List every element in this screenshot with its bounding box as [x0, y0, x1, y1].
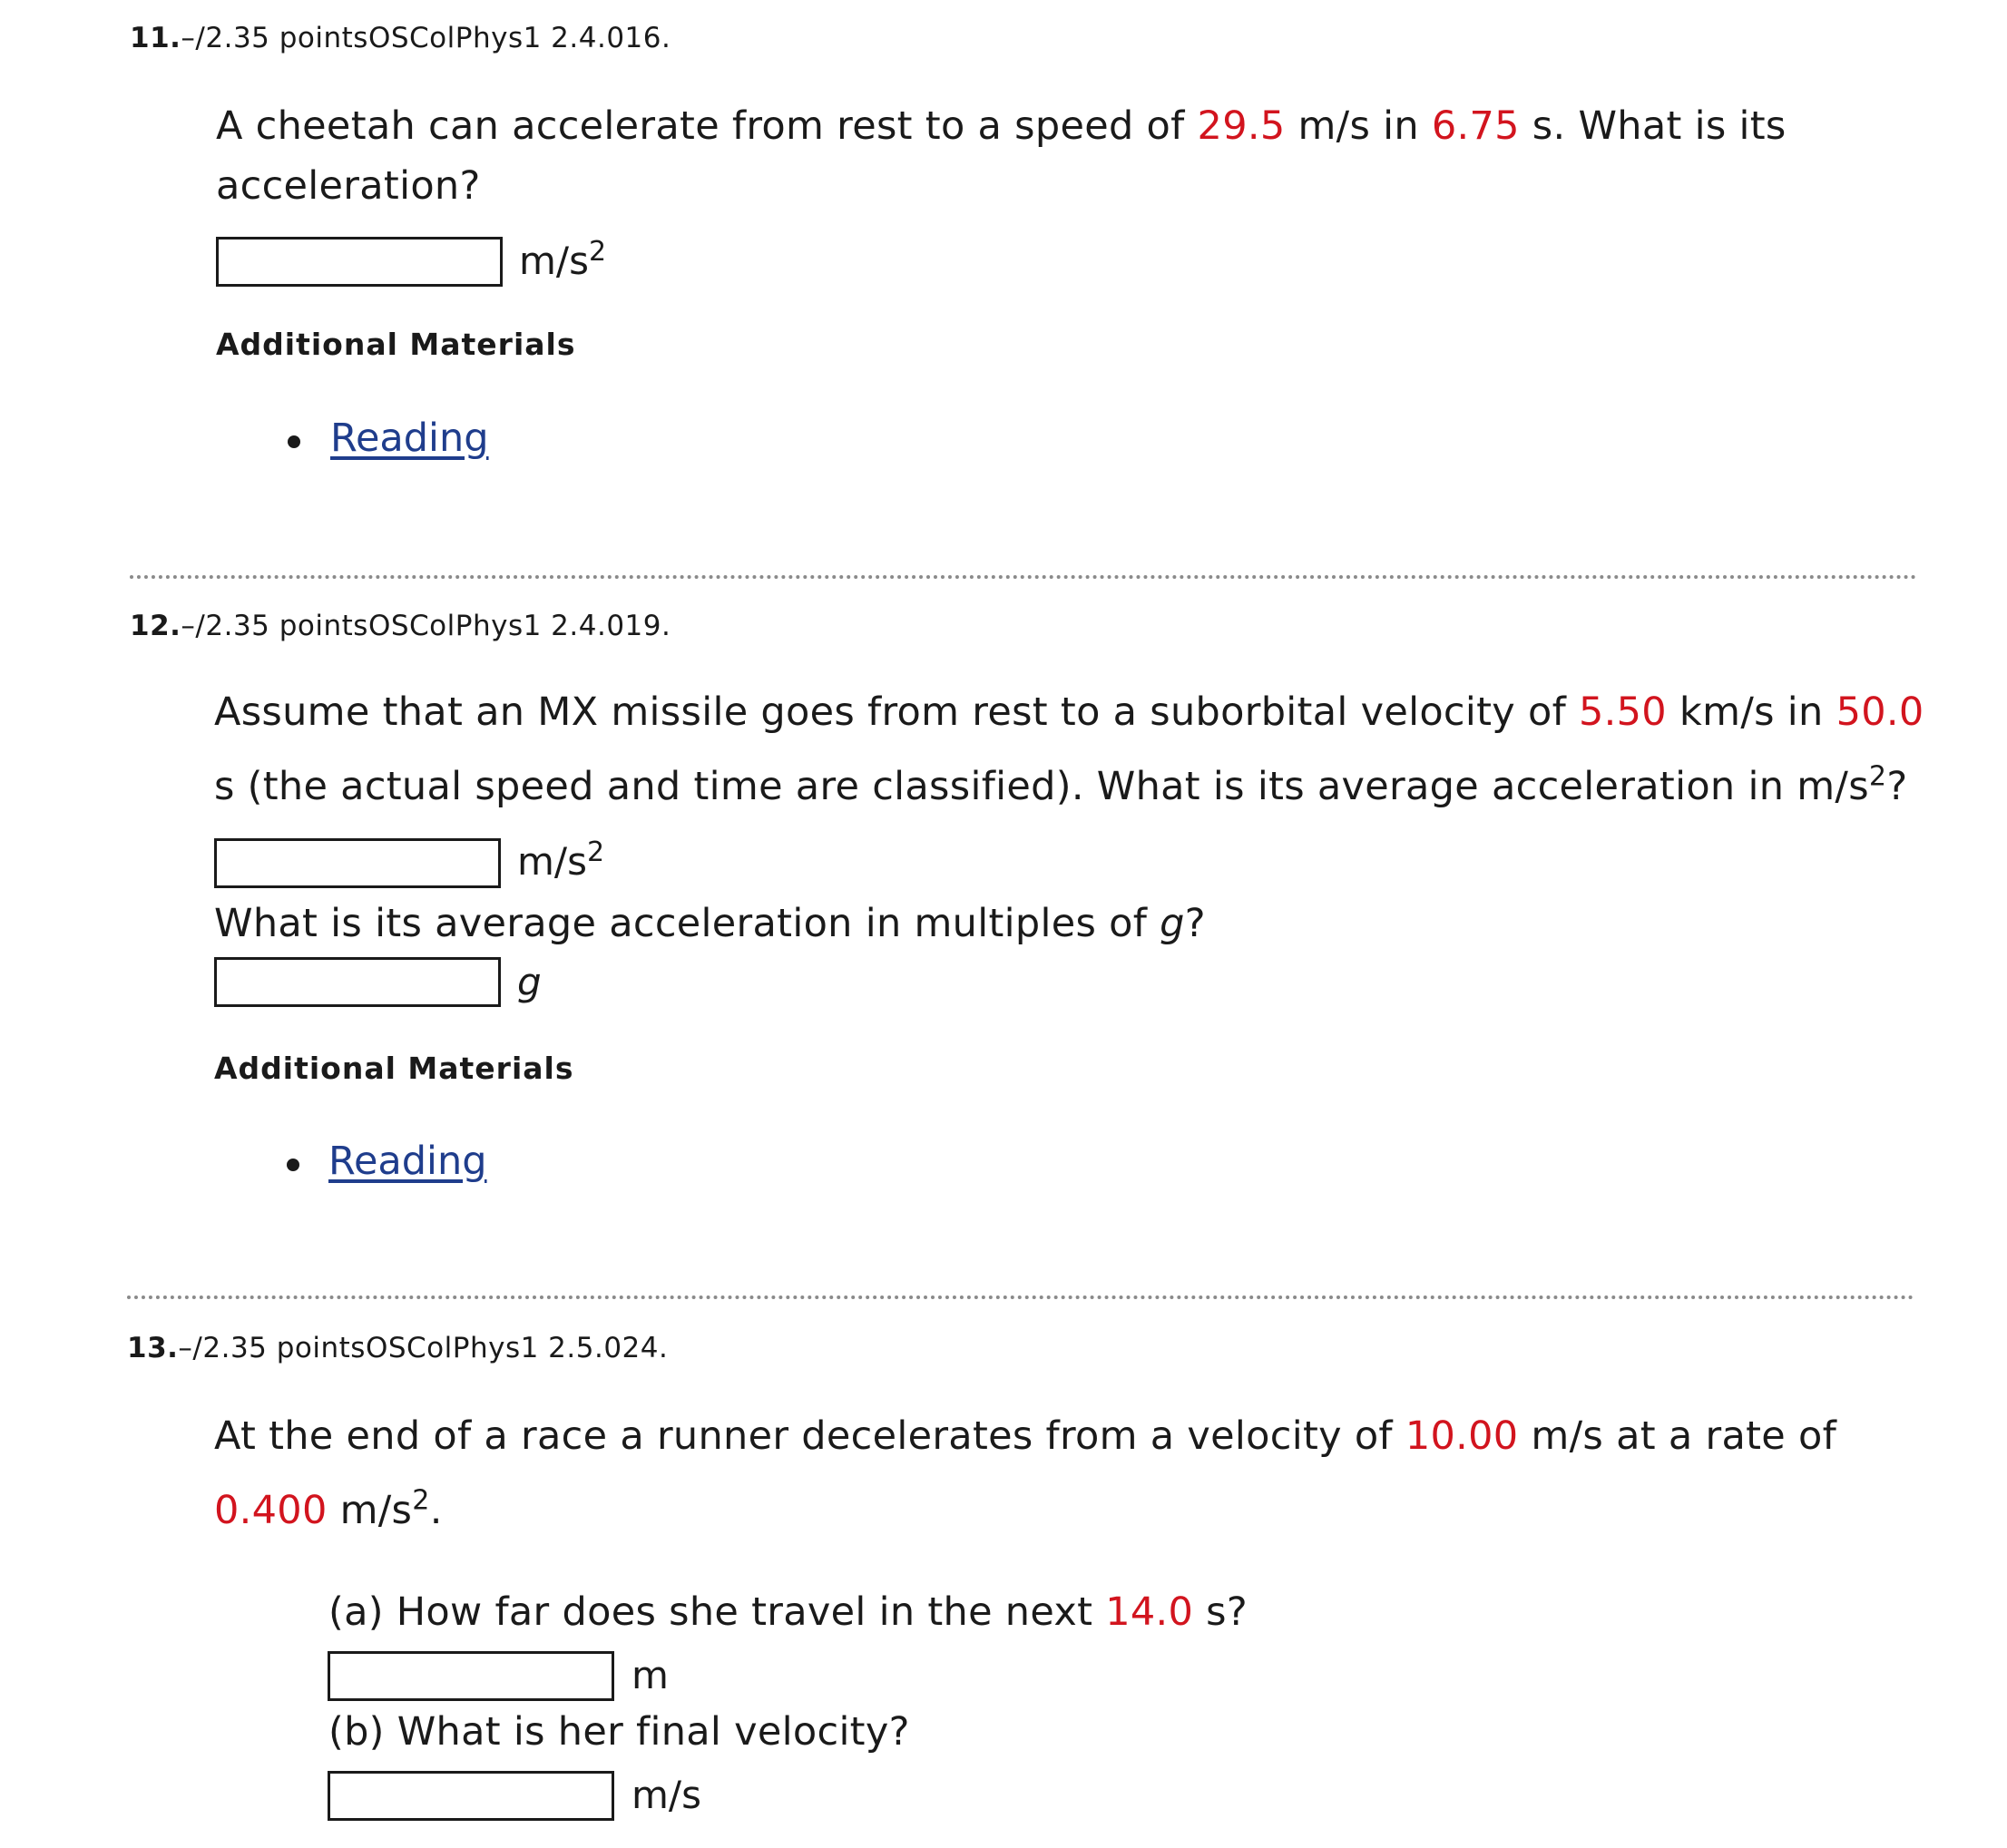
additional-materials-heading: Additional Materials: [214, 1051, 574, 1086]
question-12-subquestion: What is its average acceleration in multiples of g?: [214, 901, 1206, 946]
section-divider: [127, 1296, 1914, 1299]
question-12-text-line2: s (the actual speed and time are classified). What is its average acceleration in $m/s^2$?: [214, 760, 1908, 809]
question-11-header: [130, 22, 671, 54]
question-12-text-line1: Assume that an MX missile goes from rest to a suborbital velocity of 5.50 km/s in 50.0: [214, 689, 1924, 735]
answer-input-12a[interactable]: [214, 838, 501, 888]
given-value: 29.5: [1197, 103, 1286, 149]
answer-unit: $m/s^2$: [519, 236, 607, 283]
question-number: 13.: [127, 1332, 179, 1364]
answer-input-13a[interactable]: [328, 1651, 614, 1701]
additional-materials-heading: Additional Materials: [216, 327, 576, 362]
question-points: –/2.35 pointsOSColPhys1 2.4.019.: [181, 610, 671, 642]
given-value: 10.00: [1405, 1413, 1519, 1459]
bullet-icon: [288, 435, 300, 448]
question-number: 12.: [130, 610, 181, 642]
given-value: 14.0: [1105, 1589, 1194, 1635]
answer-input-13b[interactable]: [328, 1771, 614, 1821]
question-13-header: [127, 1332, 668, 1364]
question-points: –/2.35 pointsOSColPhys1 2.5.024.: [178, 1332, 669, 1364]
question-11-text-line1: A cheetah can accelerate from rest to a speed of 29.5 m/s in 6.75 s. What is its: [216, 103, 1787, 149]
bullet-icon: [287, 1159, 299, 1171]
answer-unit: m: [631, 1653, 669, 1697]
question-11-text-line2: acceleration?: [216, 163, 481, 209]
question-13-text-line1: At the end of a race a runner decelerates from a velocity of 10.00 m/s at a rate of: [214, 1413, 1837, 1459]
reading-link[interactable]: Reading: [330, 416, 489, 461]
given-value: 5.50: [1579, 689, 1667, 735]
question-points: –/2.35 pointsOSColPhys1 2.4.016.: [181, 22, 671, 54]
section-divider: [130, 575, 1917, 579]
question-13-part-a: (a) How far does she travel in the next 14.0 s?: [328, 1589, 1248, 1635]
answer-input-12b[interactable]: [214, 957, 501, 1007]
given-value: 50.0: [1836, 689, 1924, 735]
answer-unit: $m/s^2$: [517, 836, 605, 884]
question-number: 11.: [130, 22, 181, 54]
question-13-text-line2: 0.400 $m/s^2$.: [214, 1484, 443, 1533]
question-13-part-b: (b) What is her final velocity?: [328, 1709, 910, 1755]
reading-link[interactable]: Reading: [328, 1139, 487, 1184]
answer-unit: m/s: [631, 1773, 701, 1817]
given-value: 6.75: [1431, 103, 1520, 149]
answer-unit: g: [517, 960, 542, 1004]
answer-input-11[interactable]: [216, 237, 503, 287]
given-value: 0.400: [214, 1488, 328, 1533]
question-12-header: [130, 610, 671, 642]
